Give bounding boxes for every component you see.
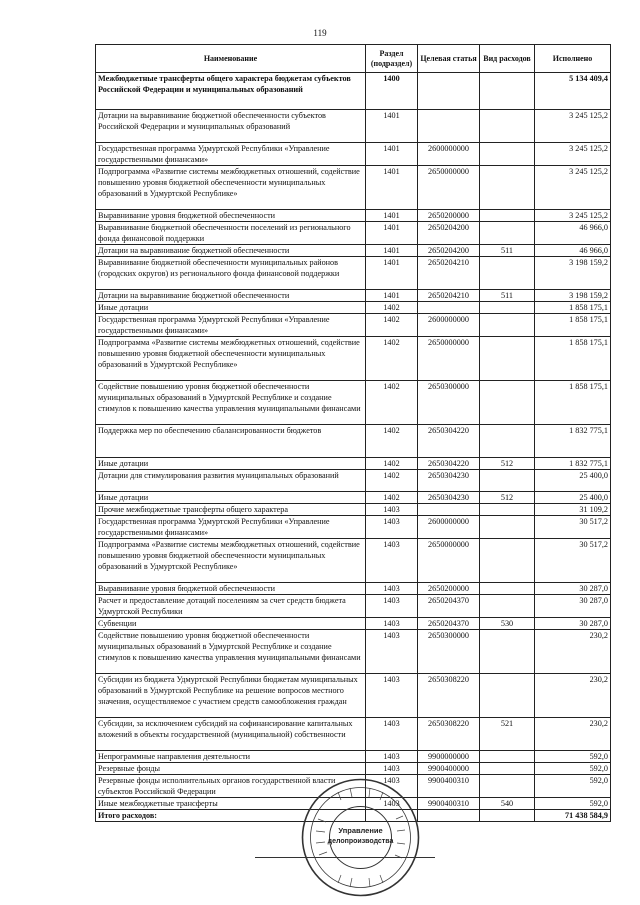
cell-name: Выравнивание бюджетной обеспеченности поселений из регионального фонда финансовой поддержки — [96, 222, 366, 245]
cell-kind — [480, 763, 535, 775]
cell-name: Расчет и предоставление дотаций поселениям за счет средств бюджета Удмуртской Республики — [96, 595, 366, 618]
cell-amount: 230,2 — [535, 718, 611, 751]
cell-amount: 3 198 159,2 — [535, 290, 611, 302]
cell-section: 1401 — [366, 245, 418, 257]
cell-section: 1403 — [366, 516, 418, 539]
cell-kind — [480, 751, 535, 763]
cell-article: 9900400000 — [418, 763, 480, 775]
header-amount: Исполнено — [535, 45, 611, 73]
cell-name: Содействие повышению уровня бюджетной обеспеченности муниципальных образований в Удмуртской Республике и создание стимулов к повышению качества управления муниципальными финансами — [96, 381, 366, 425]
cell-kind: 512 — [480, 492, 535, 504]
cell-amount: 1 858 175,1 — [535, 381, 611, 425]
cell-kind: 521 — [480, 718, 535, 751]
cell-amount: 1 858 175,1 — [535, 302, 611, 314]
cell-kind — [480, 143, 535, 166]
cell-name: Иные дотации — [96, 302, 366, 314]
cell-article: 2650204210 — [418, 257, 480, 290]
table-row — [96, 504, 611, 516]
expenditure-table — [95, 44, 611, 822]
cell-article: 2650304220 — [418, 458, 480, 470]
cell-section: 1403 — [366, 595, 418, 618]
cell-amount: 592,0 — [535, 763, 611, 775]
table-row — [96, 166, 611, 210]
cell-kind — [480, 583, 535, 595]
cell-article — [418, 504, 480, 516]
table-row — [96, 470, 611, 492]
cell-article: 2600000000 — [418, 516, 480, 539]
table-row — [96, 290, 611, 302]
cell-article — [418, 302, 480, 314]
cell-amount: 230,2 — [535, 630, 611, 674]
cell-kind: 540 — [480, 798, 535, 810]
cell-section: 1400 — [366, 73, 418, 110]
header-article: Целевая статья — [418, 45, 480, 73]
table-row — [96, 222, 611, 245]
cell-name: Выравнивание уровня бюджетной обеспеченности — [96, 210, 366, 222]
cell-kind — [480, 504, 535, 516]
table-row — [96, 302, 611, 314]
cell-kind — [480, 630, 535, 674]
cell-section: 1402 — [366, 470, 418, 492]
cell-amount: 30 517,2 — [535, 539, 611, 583]
table-row — [96, 718, 611, 751]
cell-kind — [480, 539, 535, 583]
cell-name: Субсидии из бюджета Удмуртской Республики бюджетам муниципальных образований в Удмуртской Республике на решение вопросов местного значения, осуществляемое с участием средств самообложения граждан — [96, 674, 366, 718]
cell-amount: 25 400,0 — [535, 470, 611, 492]
cell-name: Государственная программа Удмуртской Республики «Управление государственными финансами» — [96, 143, 366, 166]
cell-article: 2650308220 — [418, 718, 480, 751]
cell-name: Выравнивание уровня бюджетной обеспеченности — [96, 583, 366, 595]
table-row — [96, 143, 611, 166]
cell-name: Государственная программа Удмуртской Республики «Управление государственными финансами» — [96, 314, 366, 337]
cell-amount: 230,2 — [535, 674, 611, 718]
cell-article: 2600000000 — [418, 314, 480, 337]
cell-kind — [480, 110, 535, 143]
cell-name: Иные дотации — [96, 458, 366, 470]
cell-article: 2650204370 — [418, 595, 480, 618]
cell-kind — [480, 73, 535, 110]
table-row — [96, 763, 611, 775]
cell-amount: 592,0 — [535, 798, 611, 810]
cell-amount: 31 109,2 — [535, 504, 611, 516]
cell-kind: 530 — [480, 618, 535, 630]
cell-article: 2650204200 — [418, 245, 480, 257]
cell-kind — [480, 516, 535, 539]
cell-section: 1402 — [366, 458, 418, 470]
cell-amount: 592,0 — [535, 751, 611, 763]
table-row — [96, 381, 611, 425]
cell-kind — [480, 166, 535, 210]
cell-article: 9900000000 — [418, 751, 480, 763]
cell-kind — [480, 595, 535, 618]
table-row — [96, 425, 611, 458]
cell-kind — [480, 775, 535, 798]
cell-section: 1402 — [366, 314, 418, 337]
table-row — [96, 539, 611, 583]
table-row — [96, 73, 611, 110]
cell-kind — [480, 381, 535, 425]
cell-section: 1403 — [366, 583, 418, 595]
table-row — [96, 630, 611, 674]
cell-name: Непрограммные направления деятельности — [96, 751, 366, 763]
cell-article: 2650300000 — [418, 630, 480, 674]
cell-amount: 30 287,0 — [535, 595, 611, 618]
cell-section: 1403 — [366, 674, 418, 718]
cell-kind: 511 — [480, 290, 535, 302]
cell-article: 2650304230 — [418, 492, 480, 504]
cell-amount: 30 517,2 — [535, 516, 611, 539]
cell-name: Резервные фонды исполнительных органов государственной власти субъектов Российской Федерации — [96, 775, 366, 798]
cell-section: 1401 — [366, 257, 418, 290]
cell-amount: 1 832 775,1 — [535, 425, 611, 458]
cell-name: Подпрограмма «Развитие системы межбюджетных отношений, содействие повышению уровня бюджетной обеспеченности муниципальных образований в Удмуртской Республике» — [96, 539, 366, 583]
table-row — [96, 674, 611, 718]
cell-kind — [480, 810, 535, 822]
table-row — [96, 257, 611, 290]
cell-section: 1401 — [366, 166, 418, 210]
cell-article — [418, 110, 480, 143]
cell-name: Подпрограмма «Развитие системы межбюджетных отношений, содействие повышению уровня бюджетной обеспеченности муниципальных образований в Удмуртской Республике» — [96, 337, 366, 381]
table-row — [96, 337, 611, 381]
header-section: Раздел (подраздел) — [366, 45, 418, 73]
cell-section: 1401 — [366, 110, 418, 143]
cell-article: 2650308220 — [418, 674, 480, 718]
table-row — [96, 245, 611, 257]
stamp-text-1: Управление — [338, 826, 383, 835]
cell-name: Поддержка мер по обеспечению сбалансированности бюджетов — [96, 425, 366, 458]
cell-amount: 71 438 584,9 — [535, 810, 611, 822]
cell-amount: 30 287,0 — [535, 583, 611, 595]
cell-amount: 46 966,0 — [535, 245, 611, 257]
cell-kind: 512 — [480, 458, 535, 470]
cell-amount: 1 858 175,1 — [535, 314, 611, 337]
cell-section: 1402 — [366, 492, 418, 504]
cell-name: Иные дотации — [96, 492, 366, 504]
cell-article: 2650200000 — [418, 210, 480, 222]
cell-section: 1403 — [366, 775, 418, 798]
cell-section: 1403 — [366, 618, 418, 630]
cell-article: 2650204370 — [418, 618, 480, 630]
table-row — [96, 110, 611, 143]
cell-section: 1401 — [366, 210, 418, 222]
official-stamp — [298, 775, 423, 900]
cell-article: 2650204210 — [418, 290, 480, 302]
cell-kind — [480, 674, 535, 718]
table-row — [96, 492, 611, 504]
cell-amount: 5 134 409,4 — [535, 73, 611, 110]
cell-name: Субвенции — [96, 618, 366, 630]
cell-kind — [480, 302, 535, 314]
cell-article — [418, 810, 480, 822]
cell-article: 9900400310 — [418, 775, 480, 798]
stamp-text-2: делопроизводства — [327, 838, 394, 845]
signature-line — [255, 857, 435, 858]
cell-amount: 3 245 125,2 — [535, 143, 611, 166]
cell-kind — [480, 314, 535, 337]
cell-section: 1402 — [366, 302, 418, 314]
cell-name: Межбюджетные трансферты общего характера бюджетам субъектов Российской Федерации и муниципальных образований — [96, 73, 366, 110]
cell-amount: 1 832 775,1 — [535, 458, 611, 470]
cell-name: Содействие повышению уровня бюджетной обеспеченности муниципальных образований в Удмуртской Республике и создание стимулов к повышению качества управления муниципальными финансами — [96, 630, 366, 674]
header-kind: Вид расходов — [480, 45, 535, 73]
cell-amount: 25 400,0 — [535, 492, 611, 504]
cell-section: 1403 — [366, 504, 418, 516]
cell-article — [418, 73, 480, 110]
table-row — [96, 751, 611, 763]
cell-article: 2600000000 — [418, 143, 480, 166]
cell-name: Государственная программа Удмуртской Республики «Управление государственными финансами» — [96, 516, 366, 539]
cell-section: 1403 — [366, 798, 418, 810]
cell-name: Итого расходов: — [96, 810, 366, 822]
cell-article: 9900400310 — [418, 798, 480, 810]
cell-kind — [480, 425, 535, 458]
cell-name: Прочие межбюджетные трансферты общего характера — [96, 504, 366, 516]
cell-kind — [480, 337, 535, 381]
cell-name: Подпрограмма «Развитие системы межбюджетных отношений, содействие повышению уровня бюджетной обеспеченности муниципальных образований в Удмуртской Республике» — [96, 166, 366, 210]
cell-section: 1401 — [366, 222, 418, 245]
cell-section: 1401 — [366, 143, 418, 166]
page-number: 119 — [313, 28, 327, 38]
cell-amount: 3 245 125,2 — [535, 166, 611, 210]
table-row — [96, 314, 611, 337]
cell-section: 1403 — [366, 751, 418, 763]
cell-name: Дотации на выравнивание бюджетной обеспеченности — [96, 245, 366, 257]
cell-article: 2650300000 — [418, 381, 480, 425]
cell-article: 2650304220 — [418, 425, 480, 458]
cell-amount: 30 287,0 — [535, 618, 611, 630]
cell-name: Дотации для стимулирования развития муниципальных образований — [96, 470, 366, 492]
cell-name: Иные межбюджетные трансферты — [96, 798, 366, 810]
table-row — [96, 516, 611, 539]
cell-section: 1402 — [366, 381, 418, 425]
cell-article: 2650200000 — [418, 583, 480, 595]
table-row — [96, 595, 611, 618]
cell-name: Субсидии, за исключением субсидий на софинансирование капитальных вложений в объекты государственной (муниципальной) собственности — [96, 718, 366, 751]
cell-name: Резервные фонды — [96, 763, 366, 775]
cell-amount: 46 966,0 — [535, 222, 611, 245]
cell-kind — [480, 257, 535, 290]
cell-kind — [480, 470, 535, 492]
cell-section: 1403 — [366, 718, 418, 751]
cell-kind: 511 — [480, 245, 535, 257]
cell-kind — [480, 222, 535, 245]
cell-article: 2650000000 — [418, 337, 480, 381]
cell-section: 1402 — [366, 425, 418, 458]
cell-section: 1401 — [366, 290, 418, 302]
cell-article: 2650000000 — [418, 539, 480, 583]
cell-article: 2650304230 — [418, 470, 480, 492]
cell-article: 2650204200 — [418, 222, 480, 245]
cell-kind — [480, 210, 535, 222]
table-row — [96, 618, 611, 630]
cell-amount: 592,0 — [535, 775, 611, 798]
cell-name: Выравнивание бюджетной обеспеченности муниципальных районов (городских округов) из регионального фонда финансовой поддержки — [96, 257, 366, 290]
cell-name: Дотации на выравнивание бюджетной обеспеченности субъектов Российской Федерации и муниципальных образований — [96, 110, 366, 143]
cell-amount: 3 245 125,2 — [535, 110, 611, 143]
cell-amount: 1 858 175,1 — [535, 337, 611, 381]
header-name: Наименование — [96, 45, 366, 73]
cell-amount: 3 245 125,2 — [535, 210, 611, 222]
table-row — [96, 583, 611, 595]
table-body — [96, 73, 611, 822]
cell-name: Дотации на выравнивание бюджетной обеспеченности — [96, 290, 366, 302]
cell-section: 1403 — [366, 630, 418, 674]
cell-section: 1403 — [366, 763, 418, 775]
cell-amount: 3 198 159,2 — [535, 257, 611, 290]
cell-section: 1402 — [366, 337, 418, 381]
cell-section: 1403 — [366, 539, 418, 583]
table-row — [96, 210, 611, 222]
cell-article: 2650000000 — [418, 166, 480, 210]
table-row — [96, 458, 611, 470]
table-header-row — [96, 45, 611, 73]
